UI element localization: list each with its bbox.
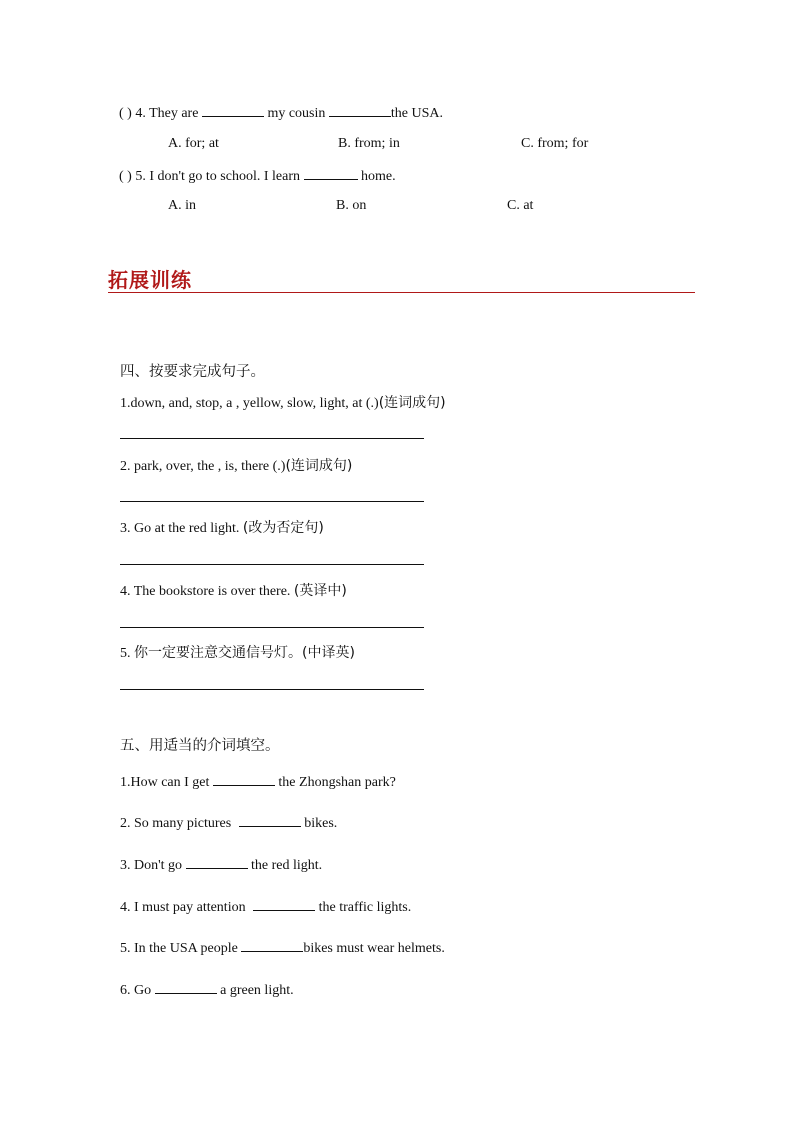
item-text-start: 1.How can I get bbox=[120, 775, 210, 790]
item-text-end: bikes. bbox=[304, 816, 338, 831]
answer-line[interactable] bbox=[120, 627, 424, 628]
part4-item-2 bbox=[120, 455, 352, 475]
answer-paren: ( ) bbox=[119, 169, 132, 184]
item-text-start: 6. Go bbox=[120, 983, 152, 998]
answer-blank[interactable] bbox=[241, 939, 303, 952]
option-c: C. at bbox=[507, 198, 534, 213]
item-text-start: 4. I must pay attention bbox=[120, 900, 246, 915]
answer-blank[interactable] bbox=[304, 167, 358, 180]
part5-item-5 bbox=[120, 939, 445, 957]
option-b: B. from; in bbox=[338, 136, 400, 151]
part5-item-4 bbox=[120, 898, 411, 916]
answer-line[interactable] bbox=[120, 501, 424, 502]
answer-line[interactable] bbox=[120, 564, 424, 565]
item-text-end: bikes must wear helmets. bbox=[303, 941, 445, 956]
question-text-end: the USA. bbox=[390, 106, 444, 121]
answer-paren: ( ) bbox=[119, 106, 132, 121]
question-4 bbox=[119, 104, 443, 122]
option-a: A. in bbox=[168, 198, 196, 213]
item-text-start: 3. Don't go bbox=[120, 858, 183, 873]
part5-item-6 bbox=[120, 981, 294, 999]
part5-item-2 bbox=[120, 814, 337, 832]
part4-item-5 bbox=[120, 642, 355, 662]
item-instruction: (连词成句) bbox=[285, 458, 353, 474]
option-c: C. from; for bbox=[521, 136, 589, 151]
question-text-start: 5. I don't go to school. I learn bbox=[135, 169, 300, 184]
item-text-end: the Zhongshan park? bbox=[278, 775, 396, 790]
item-instruction: (连词成句) bbox=[378, 395, 446, 411]
item-instruction: 你一定要注意交通信号灯。(中译英) bbox=[134, 645, 355, 661]
answer-blank[interactable] bbox=[155, 981, 217, 994]
part4-item-3 bbox=[120, 517, 324, 537]
question-5 bbox=[119, 167, 396, 185]
item-instruction: (改为否定句) bbox=[242, 520, 324, 536]
question-text-start: 4. They are bbox=[135, 106, 199, 121]
item-instruction: (英译中) bbox=[293, 583, 347, 599]
section-title: 拓展训练 bbox=[108, 268, 192, 292]
item-text-end: the traffic lights. bbox=[318, 900, 412, 915]
option-a: A. for; at bbox=[168, 136, 219, 151]
answer-blank[interactable] bbox=[253, 898, 315, 911]
answer-blank[interactable] bbox=[186, 856, 248, 869]
answer-blank[interactable] bbox=[213, 773, 275, 786]
item-text: 1.down, and, stop, a , yellow, slow, light, at (.) bbox=[120, 396, 379, 411]
part5-item-3 bbox=[120, 856, 322, 874]
item-text-start: 2. So many pictures bbox=[120, 816, 232, 831]
answer-line[interactable] bbox=[120, 689, 424, 690]
answer-blank[interactable] bbox=[239, 814, 301, 827]
item-text: 5. bbox=[120, 646, 134, 661]
item-text-end: a green light. bbox=[220, 983, 294, 998]
question-text-end: home. bbox=[361, 169, 396, 184]
option-b: B. on bbox=[336, 198, 367, 213]
item-text: 2. park, over, the , is, there (.) bbox=[120, 459, 286, 474]
part4-item-1 bbox=[120, 392, 446, 412]
question-text-mid: my cousin bbox=[267, 106, 326, 121]
answer-blank[interactable] bbox=[329, 104, 391, 117]
part4-heading: 四、按要求完成句子。 bbox=[120, 364, 265, 380]
part5-item-1 bbox=[120, 773, 396, 791]
part4-item-4 bbox=[120, 580, 347, 600]
answer-blank[interactable] bbox=[202, 104, 264, 117]
part5-heading: 五、用适当的介词填空。 bbox=[120, 738, 280, 754]
answer-line[interactable] bbox=[120, 438, 424, 439]
item-text: 4. The bookstore is over there. bbox=[120, 584, 294, 599]
item-text-start: 5. In the USA people bbox=[120, 941, 238, 956]
item-text-end: the red light. bbox=[251, 858, 323, 873]
section-divider bbox=[108, 292, 695, 293]
item-text: 3. Go at the red light. bbox=[120, 521, 243, 536]
